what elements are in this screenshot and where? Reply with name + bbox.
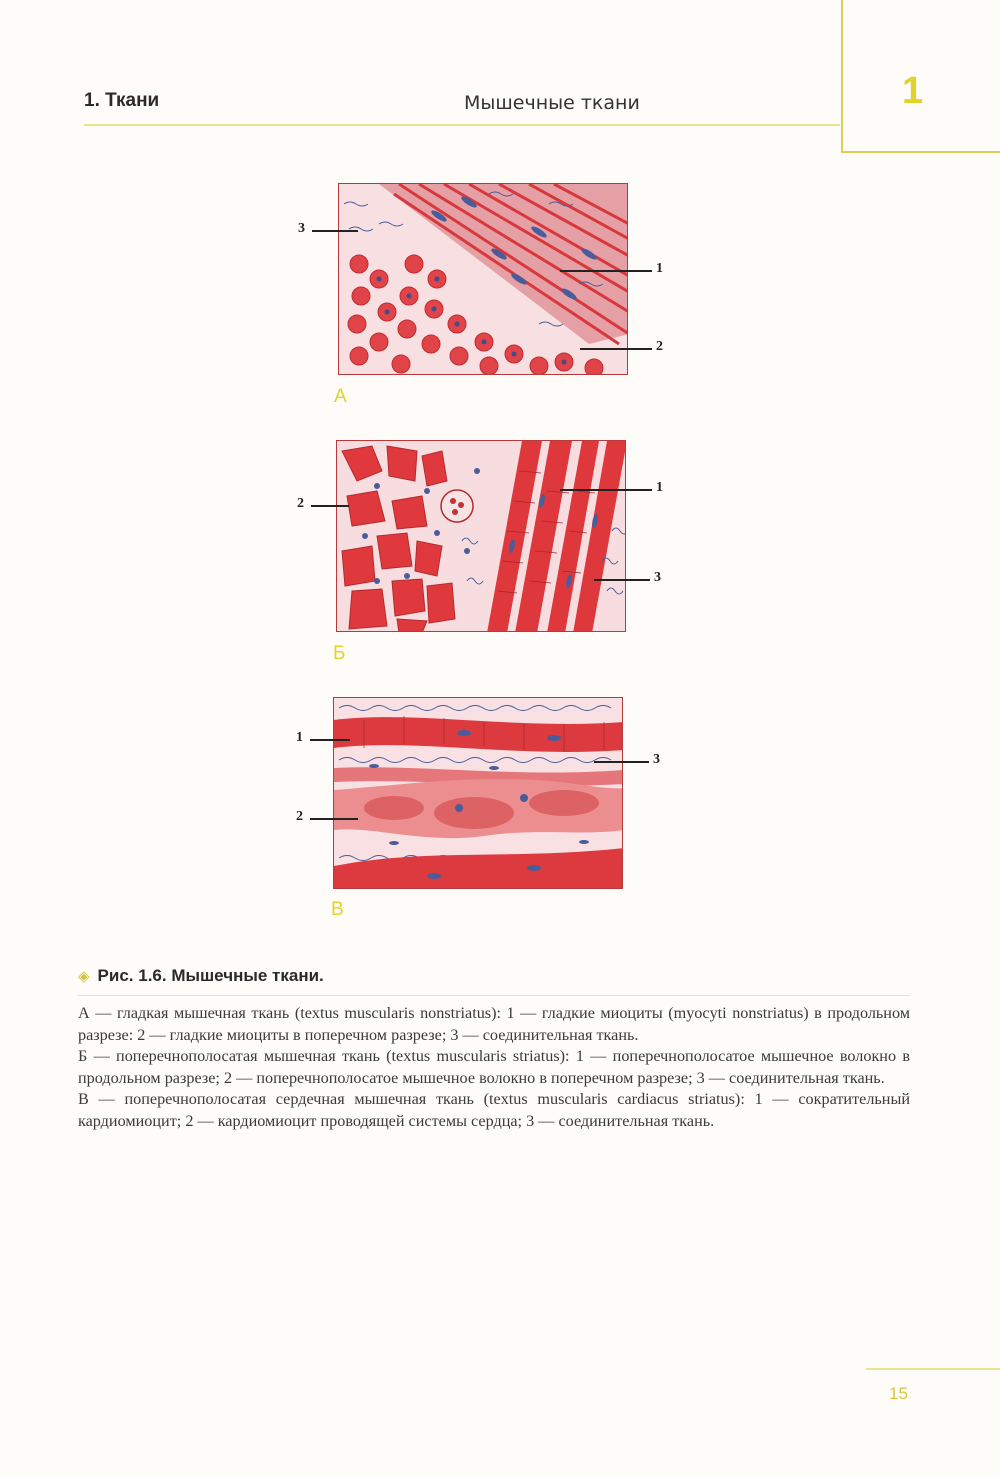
figure-caption-title [78,966,324,986]
leader-c-1 [310,739,350,741]
caption-rule [78,995,910,996]
figure-c-cardiac-muscle [333,697,623,889]
callout-c-1: 1 [296,730,303,745]
chapter-title: 1. Ткани [84,90,160,111]
callout-b-1: 1 [656,480,663,495]
callout-a-3: 3 [298,221,305,236]
diamond-bullet-icon: ◈ [78,968,90,985]
callout-a-1: 1 [656,261,663,276]
page-number: 15 [889,1384,908,1403]
footer-rule [866,1368,1000,1370]
leader-b-1 [560,489,652,491]
figure-a-smooth-muscle [338,183,628,375]
section-title: Мышечные ткани [464,92,640,114]
callout-b-2: 2 [297,496,304,511]
leader-a-2 [580,348,652,350]
chapter-tab-number: 1 [902,70,924,112]
caption-line-a: А — гладкая мышечная ткань (textus muscularis nonstriatus): 1 — гладкие миоциты (myocyti nonstriatus) в продольном разрезе: 2 — гладкие миоциты в поперечном разрезе; 3 — соединительная ткань. [78,1004,910,1044]
callout-c-3: 3 [653,752,660,767]
leader-b-2 [311,505,349,507]
leader-a-3 [312,230,358,232]
header-rule [84,124,840,126]
callout-b-3: 3 [654,570,661,585]
callout-c-2: 2 [296,809,303,824]
caption-title-text: Рис. 1.6. Мышечные ткани. [97,966,324,985]
leader-c-3 [594,761,649,763]
caption-line-c: В — поперечнополосатая сердечная мышечная ткань (textus muscularis cardiacus striatus): 1 — сократительный кардиомиоцит; 2 — кардиомиоцит проводящей системы сердца; 3 — соединительная ткань. [78,1090,910,1130]
figure-b-skeletal-muscle [336,440,626,632]
callout-a-2: 2 [656,339,663,354]
leader-c-2 [310,818,358,820]
panel-letter-b: Б [333,643,346,664]
caption-line-b: Б — поперечнополосатая мышечная ткань (textus muscularis striatus): 1 — поперечнополосатое мышечное волокно в продольном разрезе; 2 — поперечнополосатое мышечное волокно в поперечном разрезе; 3 — соединительная ткань. [78,1047,910,1087]
leader-a-1 [560,270,652,272]
leader-b-3 [594,579,650,581]
panel-letter-c: В [331,899,344,920]
figure-caption-body [78,1003,910,1132]
panel-letter-a: А [334,386,347,407]
